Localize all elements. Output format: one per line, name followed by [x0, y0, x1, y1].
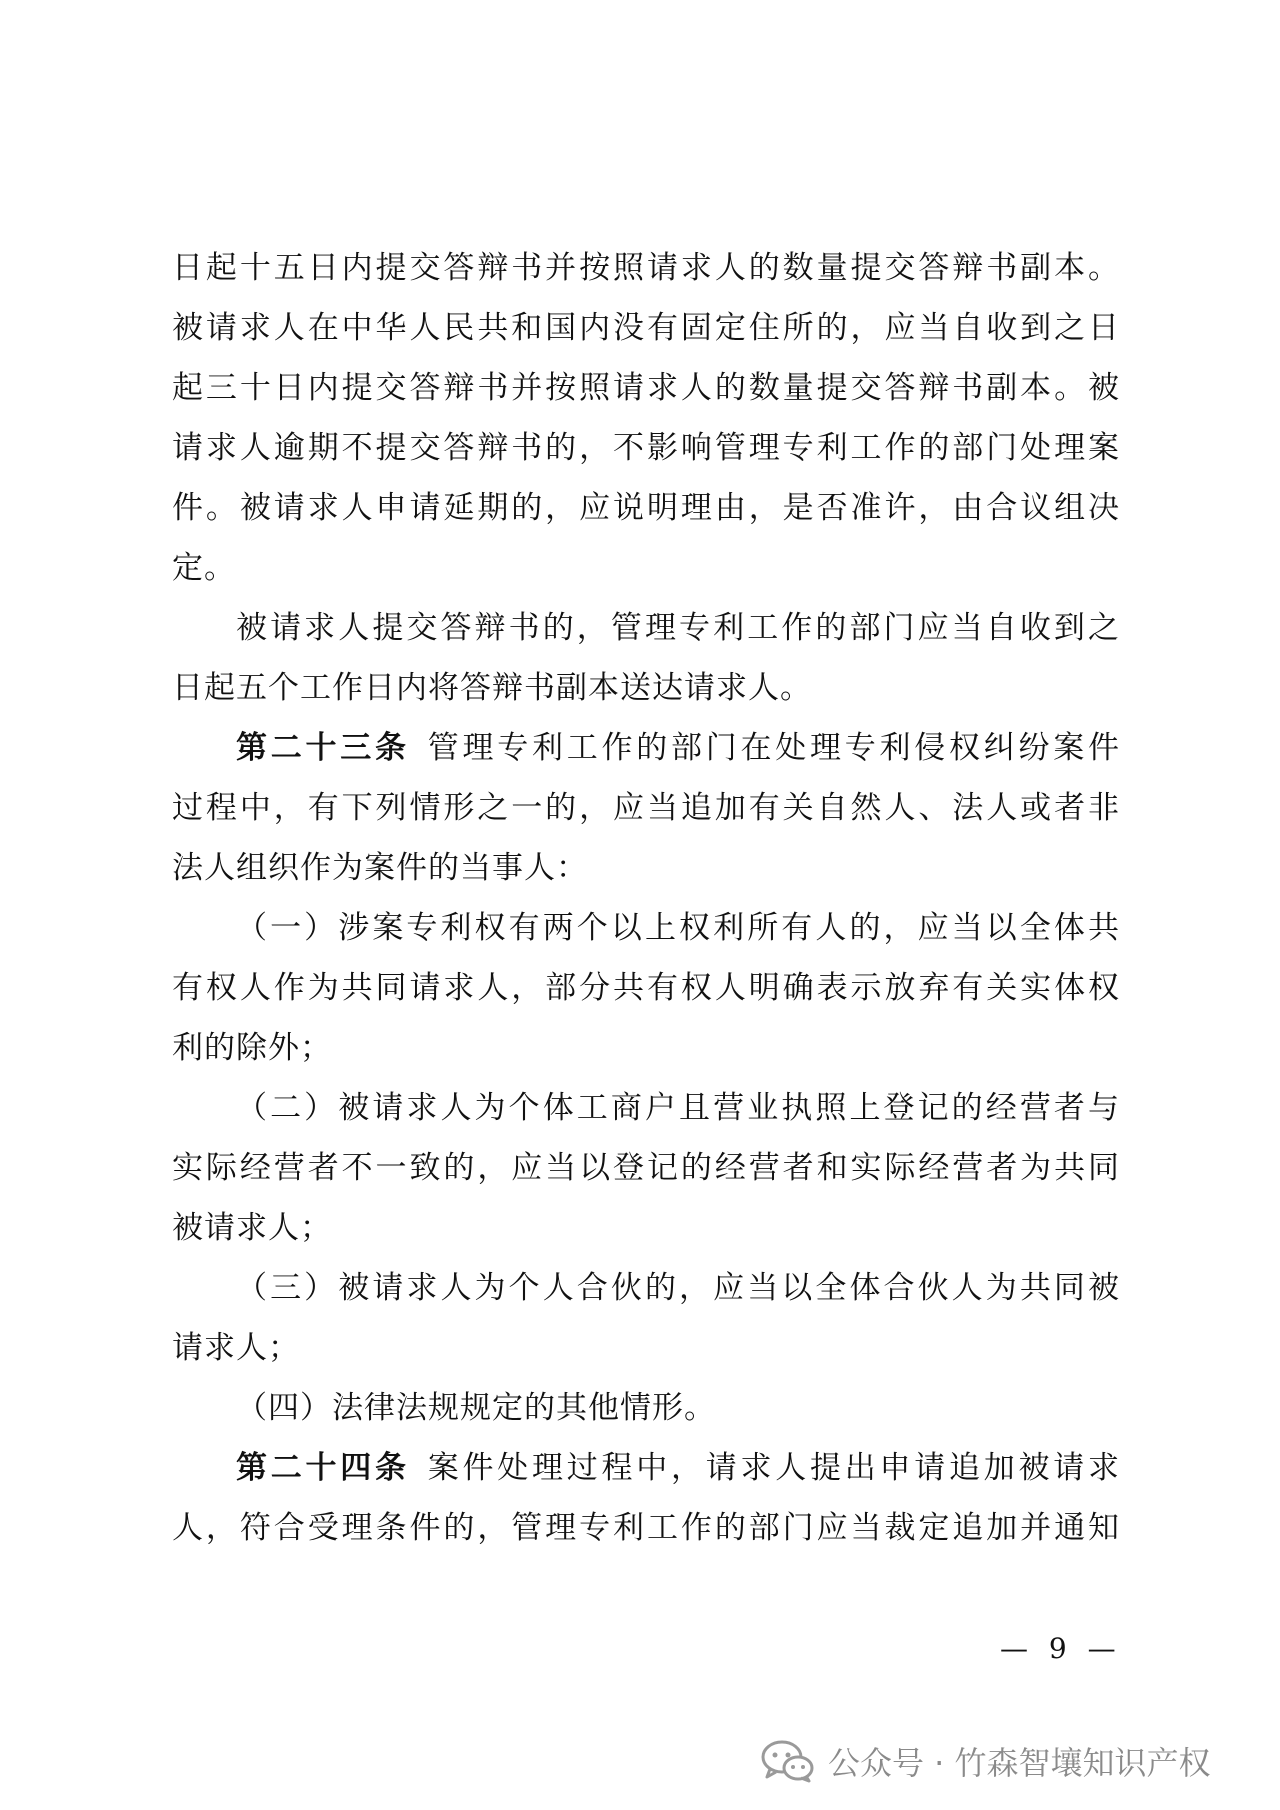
text-line	[172, 958, 1120, 1018]
text-line	[172, 838, 1120, 898]
text-line	[172, 898, 1120, 958]
text-line	[172, 418, 1120, 478]
text-line	[172, 1318, 1120, 1378]
article-label: 第二十四条	[236, 1450, 410, 1486]
watermark-text: 公众号 · 竹森智壤知识产权	[828, 1744, 1211, 1782]
text-line	[172, 1258, 1120, 1318]
line-text: 实际经营者不一致的，应当以登记的经营者和实际经营者为共同	[172, 1150, 1120, 1186]
text-line	[172, 1198, 1120, 1258]
line-text: 日起五个工作日内将答辩书副本送达请求人。	[172, 670, 812, 706]
line-text: 请求人逾期不提交答辩书的，不影响管理专利工作的部门处理案	[172, 430, 1120, 466]
document-body	[172, 238, 1120, 1558]
text-line	[172, 478, 1120, 538]
line-text: （四）法律法规规定的其他情形。	[236, 1390, 716, 1426]
text-line	[172, 298, 1120, 358]
line-text: 日起十五日内提交答辩书并按照请求人的数量提交答辩书副本。	[172, 250, 1120, 286]
text-line	[172, 538, 1120, 598]
line-text: 过程中，有下列情形之一的，应当追加有关自然人、法人或者非	[172, 790, 1120, 826]
text-line	[172, 1078, 1120, 1138]
text-line	[172, 238, 1120, 298]
text-line	[172, 778, 1120, 838]
text-line	[172, 598, 1120, 658]
text-line	[172, 1138, 1120, 1198]
line-text: 起三十日内提交答辩书并按照请求人的数量提交答辩书副本。被	[172, 370, 1120, 406]
article-line	[172, 1438, 1120, 1498]
line-text: 案件处理过程中，请求人提出申请追加被请求	[427, 1450, 1120, 1486]
line-text: 人，符合受理条件的，管理专利工作的部门应当裁定追加并通知	[172, 1510, 1120, 1546]
line-text: 法人组织作为案件的当事人：	[172, 850, 588, 886]
line-text: 管理专利工作的部门在处理专利侵权纠纷案件	[427, 730, 1120, 766]
text-line	[172, 1018, 1120, 1078]
line-text: （三）被请求人为个人合伙的，应当以全体合伙人为共同被	[236, 1270, 1120, 1306]
line-text: 有权人作为共同请求人，部分共有权人明确表示放弃有关实体权	[172, 970, 1120, 1006]
text-line	[172, 1498, 1120, 1558]
text-line	[172, 358, 1120, 418]
article-label: 第二十三条	[236, 730, 410, 766]
line-text: 被请求人提交答辩书的，管理专利工作的部门应当自收到之	[236, 610, 1120, 646]
text-line	[172, 1378, 1120, 1438]
line-text: 被请求人；	[172, 1210, 332, 1246]
line-text: 定。	[172, 550, 236, 586]
line-text: 件。被请求人申请延期的，应说明理由，是否准许，由合议组决	[172, 490, 1120, 526]
line-text: 请求人；	[172, 1330, 300, 1366]
watermark	[760, 1738, 1211, 1784]
line-text: （二）被请求人为个体工商户且营业执照上登记的经营者与	[236, 1090, 1120, 1126]
wechat-icon	[760, 1739, 816, 1783]
line-text: （一）涉案专利权有两个以上权利所有人的，应当以全体共	[236, 910, 1120, 946]
line-text: 被请求人在中华人民共和国内没有固定住所的，应当自收到之日	[172, 310, 1120, 346]
text-line	[172, 658, 1120, 718]
article-line	[172, 718, 1120, 778]
page-number: — 9 —	[1000, 1632, 1122, 1665]
line-text: 利的除外；	[172, 1030, 332, 1066]
